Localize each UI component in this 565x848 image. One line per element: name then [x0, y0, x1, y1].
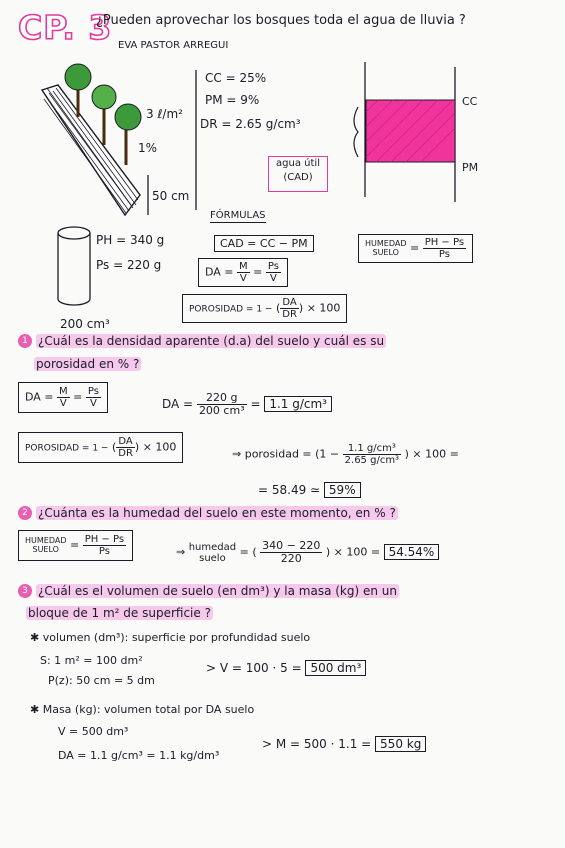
q3-volume-heading: ✱ volumen (dm³): superficie por profundidad suelo — [30, 631, 311, 644]
main-question: ¿Pueden aprovechar los bosques toda el agua de lluvia ? — [96, 13, 466, 28]
q2-calc: ⇒ humedad suelo = ( $\frac{340 - 220}{220}$ ) × 100 = 54.54% — [176, 540, 439, 565]
q1-por-num: DA — [116, 436, 135, 448]
porosidad-prefix: POROSIDAD = 1 − — [189, 304, 273, 315]
q2-result: 54.54% — [384, 544, 440, 560]
q3-surface-line: S: 1 m² = 100 dm² — [40, 654, 143, 667]
q1-da-eq: DA = — [162, 397, 194, 412]
q1-por-den: DR — [118, 448, 133, 459]
cc-value: CC = 25% — [205, 71, 267, 85]
q1-da-calc: DA = $\frac{220 g}{\text{200 cm³}}$ = 1.1 g/cm³ — [162, 392, 332, 417]
q2-calc-label1: humedad — [188, 541, 237, 553]
water-retention-diagram — [340, 62, 490, 207]
cad-label-box — [268, 156, 328, 192]
ph-value: PH = 340 g — [96, 233, 165, 247]
q1-arrow: ⇒ — [232, 447, 242, 461]
da-volume: V — [239, 273, 247, 284]
q2-calc-suffix: × 100 = — [333, 545, 381, 559]
q2-calc-den: 220 — [280, 552, 302, 566]
q1-porosidad-box: POROSIDAD = 1 − ( $\frac{DA}{DR}$ ) × 100 — [18, 432, 183, 463]
author-name: EVA PASTOR ARREGUI — [118, 40, 229, 51]
ps-value: Ps = 220 g — [96, 258, 162, 272]
question-3-line2 — [26, 607, 213, 621]
q1-por-calc-den: 2.65 g/cm³ — [344, 455, 400, 466]
q2-calc-label2: suelo — [199, 552, 226, 564]
porosidad-suffix: × 100 — [306, 301, 341, 315]
q2-formula-box: HUMEDAD SUELO = $\frac{PH - Ps}{Ps}$ — [18, 530, 133, 561]
q1-por-calc — [232, 443, 459, 466]
humedad-label: HUMEDAD — [365, 238, 407, 248]
porosidad-den: DR — [282, 309, 297, 320]
q1-number: 1 — [18, 334, 32, 348]
q1-por-prefix: POROSIDAD = 1 − — [25, 443, 109, 454]
humedad-denominator: Ps — [438, 249, 450, 260]
q1-por-approx: = 58.49 ≃ — [258, 483, 321, 497]
q1-por-calc-num: 1.1 g/cm³ — [343, 443, 401, 455]
question-1-line2 — [34, 358, 141, 372]
q1-por-calc-suffix: ) × 100 = — [404, 447, 459, 461]
q2-number: 2 — [18, 506, 32, 520]
q2-hum-label: HUMEDAD — [25, 535, 67, 545]
q3-number: 3 — [18, 584, 32, 598]
q1-da-v: V — [59, 398, 67, 409]
q3-volume-calc: > V = 100 · 5 = 500 dm³ — [206, 662, 366, 676]
q2-hum-num: PH − Ps — [84, 534, 125, 545]
q1-da-m: M — [59, 386, 68, 397]
q1-da-result: 1.1 g/cm³ — [264, 396, 332, 412]
q3-v-calc: V = 100 · 5 = — [219, 661, 302, 675]
da-volume-2: V — [269, 273, 277, 284]
da-mass: M — [239, 261, 248, 272]
q1-por-approx-line — [258, 484, 361, 498]
question-2 — [18, 506, 398, 520]
forest-slope-diagram — [30, 55, 230, 245]
rain-amount: 3 ℓ/m² — [146, 107, 183, 121]
divider-line — [194, 70, 198, 210]
q1-por-suffix: × 100 — [142, 440, 177, 454]
q1-da-formula-box: DA = $\frac{M}{V}$ = $\frac{Ps}{V}$ — [18, 382, 108, 413]
q3-m-calc: M = 500 · 1.1 = — [275, 737, 372, 751]
q2-calc-num: 340 − 220 — [262, 539, 321, 552]
soil-depth: 50 cm — [152, 189, 190, 203]
q1-por-result: 59% — [324, 482, 361, 498]
q1-text-line2: porosidad en % ? — [36, 357, 140, 371]
q2-hum-den: Ps — [98, 546, 110, 557]
chapter-title: CP. 3 — [18, 8, 113, 47]
q1-da-denominator: 200 cm³ — [198, 404, 245, 418]
porosidad-num: DA — [280, 297, 299, 309]
q1-da-prefix: DA = — [25, 390, 54, 404]
pm-value: PM = 9% — [205, 93, 260, 107]
q1-da-v2: V — [89, 398, 97, 409]
slope-percent: 1% — [138, 141, 158, 155]
q3-depth-line: P(z): 50 cm = 5 dm — [48, 674, 155, 687]
cad-formula: CAD = CC − PM — [214, 235, 314, 252]
q3-mass-calc: > M = 500 · 1.1 = 550 kg — [262, 738, 426, 752]
q2-arrow: ⇒ — [176, 545, 186, 559]
dr-value: DR = 2.65 g/cm³ — [200, 117, 301, 131]
q3-mass-heading: ✱ Masa (kg): volumen total por DA suelo — [30, 703, 255, 716]
porosidad-formula: POROSIDAD = 1 − ( $\frac{DA}{DR}$ ) × 100 — [182, 294, 347, 323]
humedad-numerator: PH − Ps — [424, 237, 465, 248]
q3-m-result: 550 kg — [375, 736, 426, 752]
q2-text: ¿Cuánta es la humedad del suelo en este momento, en % ? — [38, 505, 396, 520]
q1-text-line1: ¿Cuál es la densidad aparente (d.a) del suelo y cuál es su — [38, 333, 385, 348]
formulas-heading: FÓRMULAS — [210, 210, 266, 221]
suelo-label: SUELO — [372, 247, 399, 257]
humedad-formula: HUMEDAD SUELO = $\frac{PH - Ps}{Ps}$ — [358, 234, 473, 263]
q1-da-numerator: 220 g — [197, 392, 247, 405]
cad-label-line2: (CAD) — [283, 172, 313, 183]
q3-volume-line: V = 500 dm³ — [58, 725, 129, 738]
da-ps: Ps — [267, 261, 279, 272]
da-formula: DA = $\frac{M}{V}$ = $\frac{Ps}{V}$ — [198, 258, 288, 287]
cad-label-line1: agua útil — [276, 158, 320, 169]
da-prefix: DA = — [205, 265, 234, 279]
q3-density-line: DA = 1.1 g/cm³ = 1.1 kg/dm³ — [58, 749, 220, 762]
question-1 — [18, 334, 386, 348]
question-3 — [18, 584, 399, 598]
q3-v-result: 500 dm³ — [305, 660, 366, 676]
q1-por-calc-prefix: porosidad = (1 − — [244, 447, 340, 461]
cc-tag: CC — [462, 95, 478, 108]
q1-da-ps: Ps — [87, 386, 99, 397]
q3-text-line1: ¿Cuál es el volumen de suelo (en dm³) y la masa (kg) en un — [38, 583, 397, 598]
q3-text-line2: bloque de 1 m² de superficie ? — [28, 606, 211, 620]
q2-suelo-label: SUELO — [32, 544, 59, 554]
pm-tag: PM — [462, 161, 479, 174]
soil-cylinder-icon — [52, 225, 96, 311]
cylinder-volume: 200 cm³ — [60, 317, 110, 331]
